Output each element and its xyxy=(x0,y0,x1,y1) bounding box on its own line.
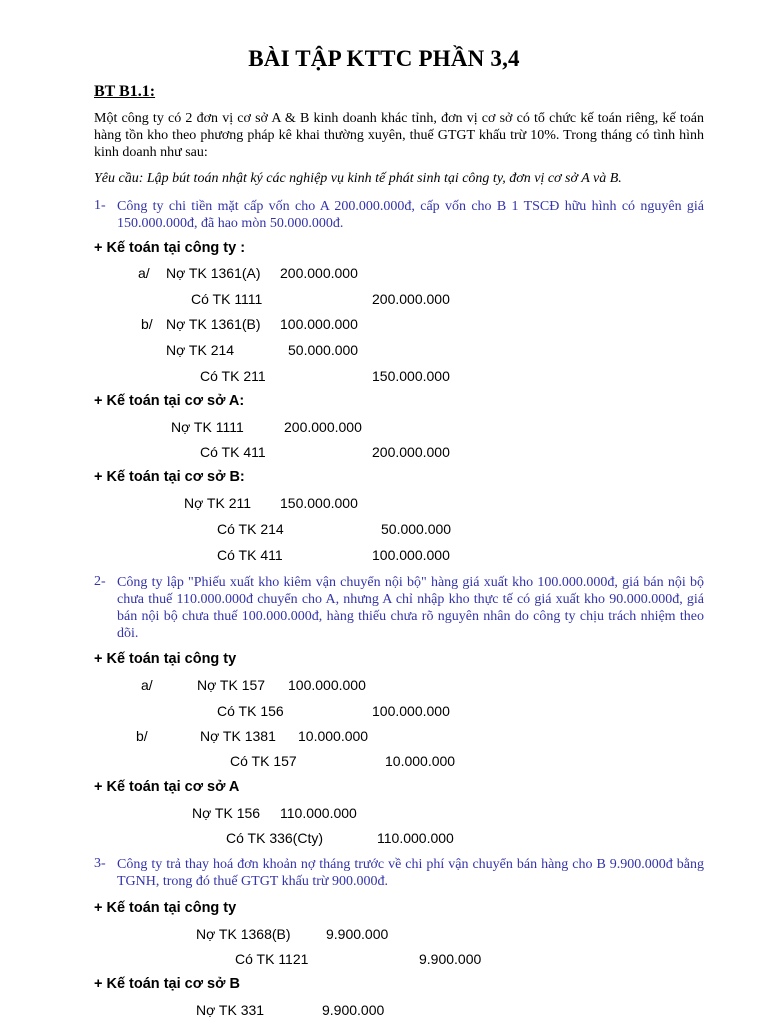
entry-amount: 200.000.000 xyxy=(372,291,450,307)
exercise-label: BT B1.1: xyxy=(94,83,156,100)
item-number: 3- xyxy=(94,856,106,871)
entry-amount: 200.000.000 xyxy=(372,444,450,460)
entry-amount: 200.000.000 xyxy=(280,265,358,281)
intro-paragraph: Một công ty có 2 đơn vị cơ sở A & B kinh doanh khác tỉnh, đơn vị cơ sở có tổ chức kế toán riêng, kế toán hàng tồn kho theo phương pháp kê khai thường xuyên, thuế GTGT khấu trừ 10%. Trong tháng có tình hình kinh doanh như sau: xyxy=(94,111,704,160)
entry-account: Nợ TK 331 xyxy=(196,1002,265,1018)
entry-amount: 10.000.000 xyxy=(298,728,369,744)
entry-amount: 50.000.000 xyxy=(381,521,452,537)
entry-amount: 200.000.000 xyxy=(284,419,362,435)
entry-account: Nợ TK 214 xyxy=(166,342,235,358)
section-header: + Kế toán tại công ty : xyxy=(94,240,246,256)
section-header: + Kế toán tại cơ sở B xyxy=(94,976,240,992)
entry-amount: 9.900.000 xyxy=(322,1002,385,1018)
entry-account: Có TK 1121 xyxy=(235,951,309,967)
entry-account: Có TK 214 xyxy=(217,521,284,537)
entry-account: Có TK 157 xyxy=(230,753,297,769)
entry-account: Nợ TK 1361(A) xyxy=(166,265,261,281)
entry-amount: 100.000.000 xyxy=(372,547,450,563)
entry-marker: a/ xyxy=(138,265,150,281)
section-header: + Kế toán tại cơ sở B: xyxy=(94,469,245,485)
entry-amount: 150.000.000 xyxy=(372,368,450,384)
entry-amount: 9.900.000 xyxy=(326,926,389,942)
entry-account: Nợ TK 156 xyxy=(192,805,261,821)
entry-account: Có TK 336(Cty) xyxy=(226,830,323,846)
entry-amount: 100.000.000 xyxy=(280,316,358,332)
entry-amount: 110.000.000 xyxy=(377,830,454,846)
item-text: Công ty chi tiền mặt cấp vốn cho A 200.000.000đ, cấp vốn cho B 1 TSCĐ hữu hình có nguyên giá 150.000.000đ, đã hao mòn 50.000.000đ. xyxy=(117,199,704,231)
entry-marker: b/ xyxy=(141,316,153,332)
entry-account: Có TK 411 xyxy=(217,547,283,563)
entry-account: Nợ TK 1368(B) xyxy=(196,926,291,942)
section-header: + Kế toán tại cơ sở A xyxy=(94,779,240,795)
item-number: 1- xyxy=(94,198,106,213)
entry-marker: a/ xyxy=(141,677,153,693)
entry-account: Nợ TK 211 xyxy=(184,495,252,511)
entry-amount: 100.000.000 xyxy=(288,677,366,693)
entry-account: Có TK 1111 xyxy=(191,291,263,307)
entry-account: Có TK 156 xyxy=(217,703,284,719)
section-header: + Kế toán tại công ty xyxy=(94,651,237,667)
section-header: + Kế toán tại công ty xyxy=(94,900,237,916)
item-number: 2- xyxy=(94,574,106,589)
entry-account: Có TK 211 xyxy=(200,368,266,384)
entry-amount: 9.900.000 xyxy=(419,951,482,967)
entry-marker: b/ xyxy=(136,728,148,744)
requirement-text: Yêu cầu: Lập bút toán nhật ký các nghiệp vụ kinh tế phát sinh tại công ty, đơn vị cơ sở A và B. xyxy=(94,171,622,186)
entry-account: Nợ TK 1361(B) xyxy=(166,316,261,332)
entry-account: Nợ TK 157 xyxy=(197,677,266,693)
entry-account: Có TK 411 xyxy=(200,444,266,460)
entry-amount: 50.000.000 xyxy=(288,342,359,358)
entry-amount: 150.000.000 xyxy=(280,495,358,511)
entry-amount: 100.000.000 xyxy=(372,703,450,719)
section-header: + Kế toán tại cơ sở A: xyxy=(94,393,245,409)
page-title: BÀI TẬP KTTC PHẦN 3,4 xyxy=(248,46,520,71)
item-text: Công ty lập "Phiếu xuất kho kiêm vận chuyển nội bộ" hàng giá xuất kho 100.000.000đ, giá bán nội bộ chưa thuế 110.000.000đ chuyển cho A, nhưng A chỉ nhập kho thực tế có giá xuất kho 90.000.000đ, giá bán nội bộ chưa thuế 100.000.000đ, hàng thiếu chưa rõ nguyên nhân do công ty chịu trách nhiệm theo dõi. xyxy=(117,575,704,641)
item-text: Công ty trả thay hoá đơn khoản nợ tháng trước về chi phí vận chuyển bán hàng cho B 9.900.000đ bằng TGNH, trong đó thuế GTGT khấu trừ 900.000đ. xyxy=(117,857,704,889)
entry-amount: 110.000.000 xyxy=(280,805,357,821)
entry-account: Nợ TK 1381 xyxy=(200,728,276,744)
entry-amount: 10.000.000 xyxy=(385,753,456,769)
entry-account: Nợ TK 1111 xyxy=(171,419,244,435)
